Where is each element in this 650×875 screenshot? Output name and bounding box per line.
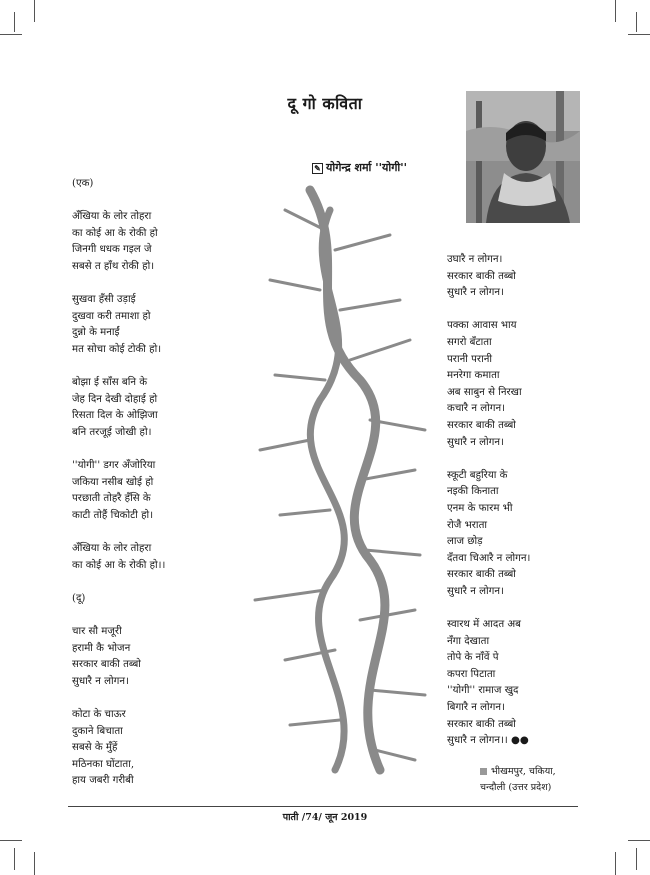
poem-line: सरकार बाकी तब्बो [447,718,516,730]
poem-line: सुखवा हँसी उड़ाई [72,294,136,306]
stanza-gap [447,451,530,468]
crop-mark [14,12,15,32]
poem-column-left [72,176,165,790]
poem-line: (दू) [72,592,86,604]
poem-column-right [447,252,530,750]
poem-line: दुखवा करी तमाशा हो [72,310,151,322]
crop-mark [0,34,22,35]
address-line-2: चन्दौली (उत्तर प्रदेश) [480,782,552,793]
poem-line: हाय जबरी गरीबी [72,775,134,787]
stanza-gap [72,193,165,210]
crop-mark [615,0,616,22]
poem-line: हरामी कै भोजन [72,642,131,654]
poem-line: बिगारै न लोगन। [447,702,505,714]
poem-line: चार सौ मजूरी [72,626,122,638]
page-footer: पाती /74/ जून 2019 [282,812,368,823]
poem-line: का कोई आ के रोकी हो [72,227,158,239]
crop-mark [34,0,35,22]
crop-mark [628,34,650,35]
poem-line: एनम के फारम भी [447,502,513,514]
crop-mark [628,840,650,841]
address-line-1: भीखमपुर, चकिया, [491,766,556,777]
poem-line: जिनगी धधक गइल जे [72,244,152,256]
poem-line: बनि तरजूई जोखी हो। [72,426,152,438]
poem-line: सरकार बाकी तब्बो [72,659,141,671]
author-portrait-icon [466,91,580,223]
poem-line: परछाती तोहरै हँसि के [72,493,151,505]
poem-line: बोझा ई साँस बनि के [72,377,148,389]
author-address [480,764,556,796]
poem-line: दुकाने बिचाता [72,725,123,737]
crop-mark [14,848,15,870]
page-title: दू गो कविता [287,94,363,113]
poem-line: सरकार बाकी तब्बो [447,270,516,282]
poem-line: पक्का आवास भाय [447,320,517,332]
stanza-gap [447,600,530,617]
stanza-gap [72,276,165,293]
stanza-gap [72,690,165,707]
poem-line: सुधारै न लोगन। [447,287,504,299]
poem-line: काटी तोहैं चिकोटी हो। [72,509,154,521]
poem-line: सुधारै न लोगन। [447,436,504,448]
poem-line: तोपे के नाँवें पे [447,652,499,664]
poem-line: अँखिया के लोर तोहरा [72,211,152,223]
poem-line: अँखिया के लोर तोहरा [72,543,152,555]
poem-line: मत सोचा कोई टोकी हो। [72,343,162,355]
poem-line: सुधारै न लोगन। [72,675,129,687]
poem-line: सरकार बाकी तब्बो [447,419,516,431]
poem-line: नँगा देखाता [447,635,490,647]
poem-line: कपरा पिटाता [447,668,496,680]
poem-line: सुधारै न लोगन।। ●● [447,735,529,747]
poem-line: सबसे के मुँहें [72,742,118,754]
poem-line: दुन्नो के मनाईं [72,327,120,339]
stanza-gap [447,302,530,319]
author-name: योगेन्द्र शर्मा ''योगी'' [326,161,407,174]
poem-line: उघारै न लोगन। [447,254,503,265]
footer-rule [68,806,578,807]
poem-line: नइकी किनाता [447,486,499,498]
stanza-gap [72,574,165,591]
square-bullet-icon [480,768,487,775]
poem-line: लाज छोड़ [447,536,483,548]
crop-mark [34,852,35,875]
poem-line: का कोई आ के रोकी हो।। [72,559,166,571]
pen-icon: ✎ [312,163,323,174]
poem-line: ''योगी'' रामाज खुद [447,685,519,697]
stanza-gap [72,524,165,541]
poem-line: कचारै न लोगन। [447,403,506,415]
poem-line: कोटा के चाऊर [72,709,126,720]
poem-line: (एक) [72,178,94,189]
poem-line: रिसता दिल के ओझिजा [72,410,158,422]
poem-line: रोजै भराता [447,519,488,531]
poem-line: मठिनका घोंटाता, [72,758,135,770]
thorn-vine-illustration [240,180,450,780]
stanza-gap [72,607,165,624]
crop-mark [615,852,616,875]
author-photo [466,91,580,223]
poem-line: स्वारथ में आदत अब [447,619,521,631]
author-byline [312,160,407,175]
crop-mark [636,12,637,32]
poem-line: जेह दिन देखी दोहाई हो [72,393,158,405]
poem-line: सुधारै न लोगन। [447,585,504,597]
poem-line: स्कूटी बहुरिया के [447,469,508,481]
poem-line: सगरो बँटाता [447,336,492,348]
poem-line: अब साबुन से निरखा [447,386,522,398]
poem-line: दँतवा चिआरै न लोगन। [447,552,531,564]
poem-line: परानी परानी [447,353,493,365]
crop-mark [636,848,637,870]
poem-line: सबसे त हाँथ रोकी हो। [72,260,155,272]
poem-line: सरकार बाकी तब्बो [447,569,516,581]
poem-line: जकिया नसीब खोई हो [72,476,154,488]
stanza-gap [72,359,165,376]
poem-line: मनरेगा कमाता [447,370,500,382]
poem-line: ''योगी'' डगर अँजोरिया [72,460,156,472]
crop-mark [0,840,22,841]
stanza-gap [72,442,165,459]
